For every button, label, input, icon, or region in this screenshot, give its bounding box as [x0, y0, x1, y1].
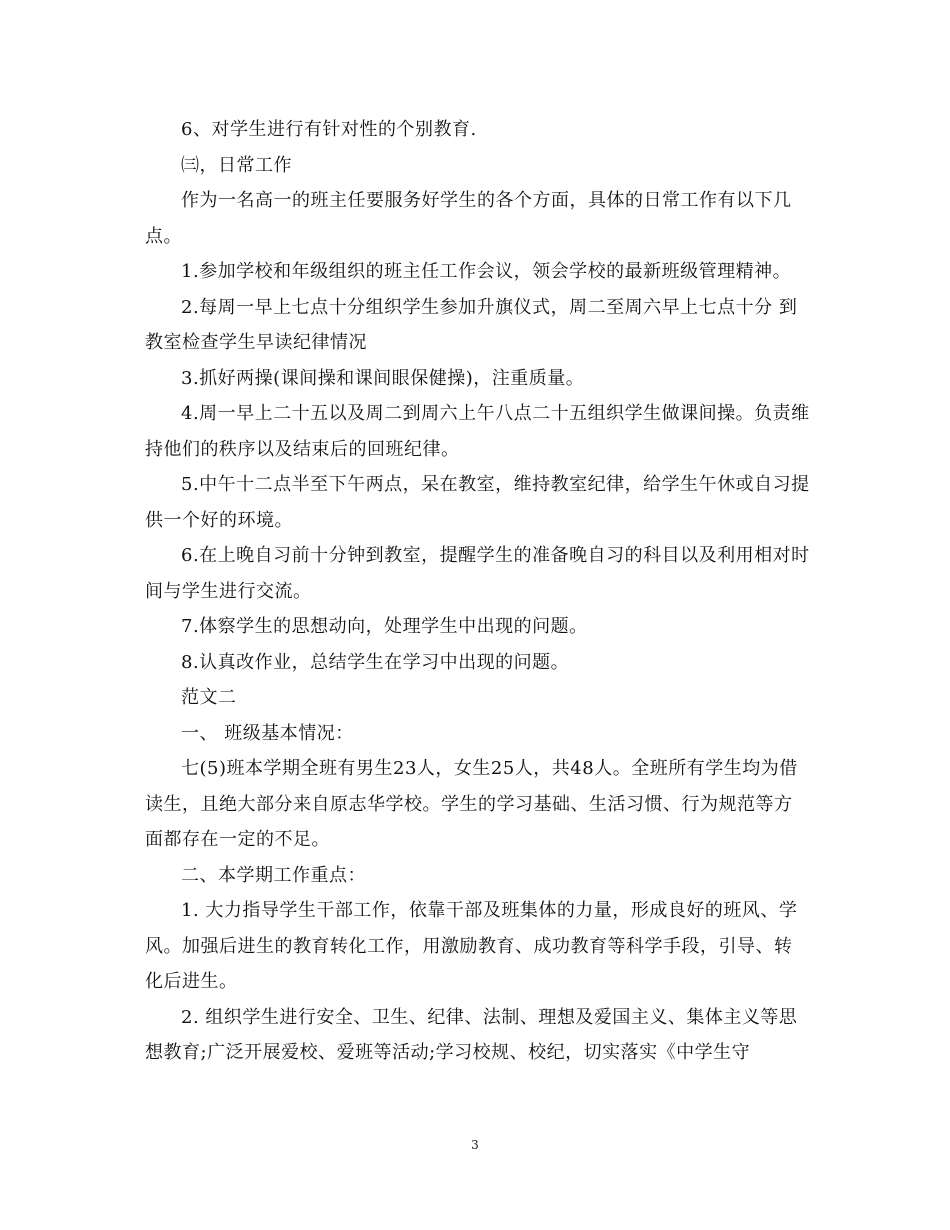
section-heading-sample-two: 范文二 [181, 687, 237, 708]
paragraph-3: 作为一名高一的班主任要服务好学生的各个方面，具体的日常工作有以下几点。 [145, 190, 792, 247]
focus-item-1: 1. 大力指导学生干部工作，依靠干部及班集体的力量，形成良好的班风、学风。加强后进生的教育转化工作，用激励教育、成功教育等科学手段，引导、转化后进生。 [145, 900, 798, 992]
list-item-2: 2.每周一早上七点十分组织学生参加升旗仪式，周二至周六早上七点十分 到教室检查学生早读纪律情况 [145, 296, 798, 353]
list-item-3: 3.抓好两操(课间操和课间眼保健操)，注重质量。 [181, 367, 585, 389]
list-item-5: 5.中午十二点半至下午两点，呆在教室，维持教室纪律，给学生午休或自习提供一个好的环境。 [145, 474, 810, 531]
list-item-6: 6.在上晚自习前十分钟到教室，提醒学生的准备晚自习的科目以及利用相对时间与学生进行交流。 [145, 545, 810, 602]
section-heading-daily-work: ㈢，日常工作 [181, 154, 292, 176]
list-item-8: 8.认真改作业，总结学生在学习中出现的问题。 [181, 651, 570, 673]
list-item-4: 4.周一早上二十五以及周二到周六上午八点二十五组织学生做课间操。负责维持他们的秩序以及结束后的回班纪律。 [145, 403, 810, 460]
paragraph-1: 6、对学生进行有针对性的个别教育. [181, 119, 477, 140]
paragraph-class-basics: 七(5)班本学期全班有男生23人，女生25人，共48人。全班所有学生均为借读生，且绝大部分来自原志华学校。学生的学习基础、生活习惯、行为规范等方面都存在一定的不足。 [145, 758, 798, 850]
section-heading-semester-focus: 二、本学期工作重点： [181, 864, 366, 886]
list-item-7: 7.体察学生的思想动向，处理学生中出现的问题。 [181, 616, 588, 637]
document-body [145, 112, 810, 1071]
focus-item-2: 2. 组织学生进行安全、卫生、纪律、法制、理想及爱国主义、集体主义等思想教育;广泛开展爱校、爱班等活动;学习校规、校纪，切实落实《中学生守 [145, 1006, 798, 1063]
page-number: 3 [471, 1138, 479, 1152]
list-item-1: 1.参加学校和年级组织的班主任工作会议，领会学校的最新班级管理精神。 [181, 261, 792, 282]
section-heading-class-basics: 一、 班级基本情况： [181, 722, 354, 744]
